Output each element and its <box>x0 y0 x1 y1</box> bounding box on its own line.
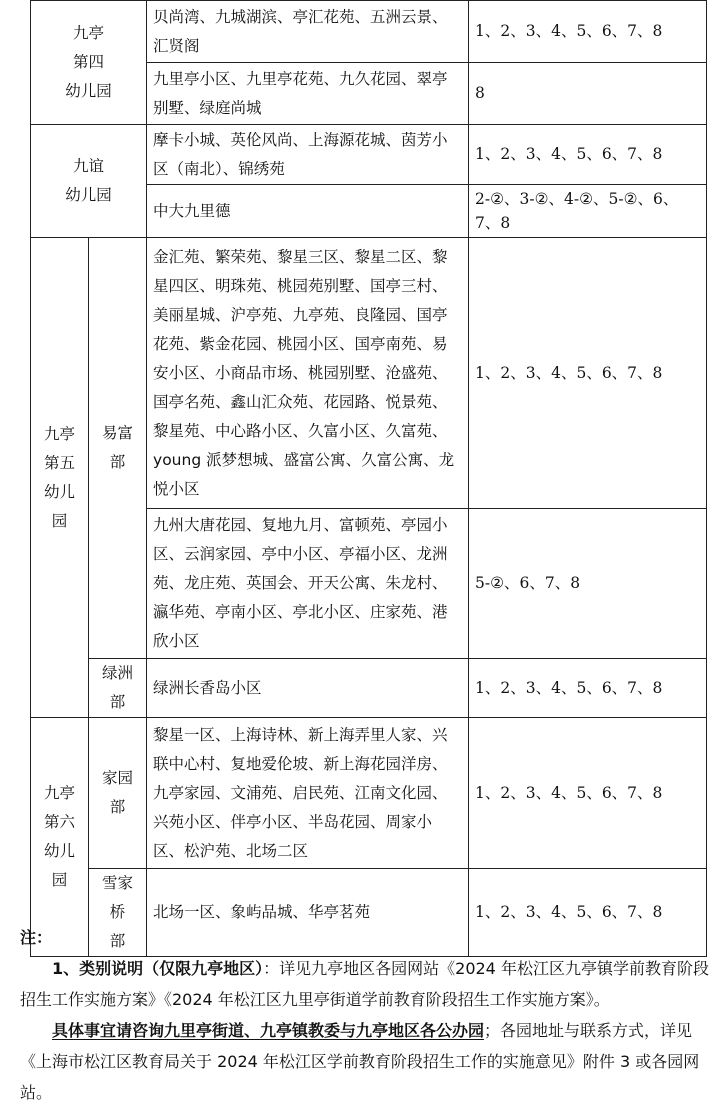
kindergarten-name-line: 幼儿园 <box>43 482 75 530</box>
category-cell: 1、2、3、4、5、6、7、8 <box>469 869 707 957</box>
residential-areas-cell: 摩卡小城、英伦风尚、上海源花城、茵芳小区（南北）、锦绣苑 <box>147 125 469 185</box>
kindergarten-name-line: 九亭 <box>43 784 75 802</box>
kindergarten-cell <box>31 718 89 957</box>
residential-areas-cell: 绿洲长香岛小区 <box>147 659 469 718</box>
table-row <box>31 1 707 63</box>
category-cell: 1、2、3、4、5、6、7、8 <box>469 718 707 869</box>
notes-title: 注： <box>20 928 53 947</box>
residential-areas-cell: 金汇苑、繁荣苑、黎星三区、黎星二区、黎星四区、明珠苑、桃园苑别墅、国亭三村、美丽星城、沪亭苑、九亭苑、良隆园、国亭花苑、紫金花园、桃园小区、国亭南苑、易安小区、小商品市场、桃园别墅、沧盛苑、国亭名苑、鑫山汇众苑、花园路、悦景苑、黎星苑、中心路小区、久富小区、久富苑、young 派梦想城、盛富公寓、久富公寓、龙悦小区 <box>147 238 469 509</box>
category-cell: 1、2、3、4、5、6、7、8 <box>469 659 707 718</box>
note-item-1-text: ：详见九亭地区各园网站《2024 年松江区九亭镇学前教育阶段招生工作实施方案》《2024 年松江区九里亭街道学前教育阶段招生工作实施方案》。 <box>20 959 709 1009</box>
branch-cell <box>89 659 147 718</box>
kindergarten-cell <box>31 238 89 718</box>
kindergarten-name-line: 第六 <box>43 813 75 831</box>
branch-name: 部 <box>109 932 126 950</box>
kindergarten-cell <box>31 1 147 125</box>
residential-areas-cell: 九里亭小区、九里亭花苑、九久花园、翠亭别墅、绿庭尚城 <box>147 63 469 125</box>
note-item-2-text: ；各园地址与联系方式，详见《上海市松江区教育局关于 2024 年松江区学前教育阶段招生工作的实施意见》附件 3 或各园网站。 <box>20 1021 700 1102</box>
table-row <box>31 718 707 869</box>
notes-section <box>20 922 710 1108</box>
note-item-1-label: 1、类别说明（仅限九亭地区） <box>52 959 264 978</box>
table-row <box>31 125 707 185</box>
kindergarten-name-line: 幼儿园 <box>65 82 112 100</box>
category-cell: 1、2、3、4、5、6、7、8 <box>469 238 707 509</box>
branch-name: 家园部 <box>102 769 134 816</box>
kindergarten-name-line: 九亭 <box>43 424 75 443</box>
kindergarten-name-line: 九谊 <box>73 157 105 175</box>
branch-name: 易富部 <box>102 424 134 471</box>
branch-cell <box>89 238 147 659</box>
kindergarten-cell <box>31 125 147 238</box>
residential-areas-cell: 九州大唐花园、复地九月、富顿苑、亭园小区、云润家园、亭中小区、亭福小区、龙洲苑、龙庄苑、英国会、开天公寓、朱龙村、瀛华苑、亭南小区、亭北小区、庄家苑、港欣小区 <box>147 509 469 659</box>
table-row <box>31 659 707 718</box>
enrollment-table <box>30 0 707 957</box>
branch-name: 绿洲部 <box>102 664 134 711</box>
residential-areas-cell: 贝尚湾、九城湖滨、亭汇花苑、五洲云景、汇贤阁 <box>147 1 469 63</box>
residential-areas-cell: 中大九里德 <box>147 185 469 238</box>
category-cell: 8 <box>469 63 707 125</box>
residential-areas-cell: 北场一区、象屿品城、华亭茗苑 <box>147 869 469 957</box>
branch-cell <box>89 718 147 869</box>
category-cell: 2-②、3-②、4-②、5-②、6、7、8 <box>469 185 707 238</box>
category-cell: 1、2、3、4、5、6、7、8 <box>469 1 707 63</box>
category-cell: 1、2、3、4、5、6、7、8 <box>469 125 707 185</box>
kindergarten-name-line: 幼儿园 <box>65 186 112 204</box>
table-row <box>31 238 707 509</box>
note-item-1 <box>20 953 710 1015</box>
kindergarten-name-line: 第五 <box>43 453 75 472</box>
residential-areas-cell: 黎星一区、上海诗林、新上海弄里人家、兴联中心村、复地爱伦坡、新上海花园洋房、九亭家园、文浦苑、启民苑、江南文化园、兴苑小区、伴亭小区、半岛花园、周家小区、松沪苑、北场二区 <box>147 718 469 869</box>
kindergarten-name-line: 九亭 <box>73 24 105 42</box>
note-item-2 <box>20 1015 710 1108</box>
kindergarten-name-line: 第四 <box>73 53 105 71</box>
note-item-2-label: 具体事宜请咨询九里亭街道、九亭镇教委与九亭地区各公办园 <box>52 1021 485 1040</box>
kindergarten-name-line: 幼儿园 <box>43 842 75 889</box>
category-cell: 5-②、6、7、8 <box>469 509 707 659</box>
branch-name: 雪家桥 <box>102 874 134 921</box>
